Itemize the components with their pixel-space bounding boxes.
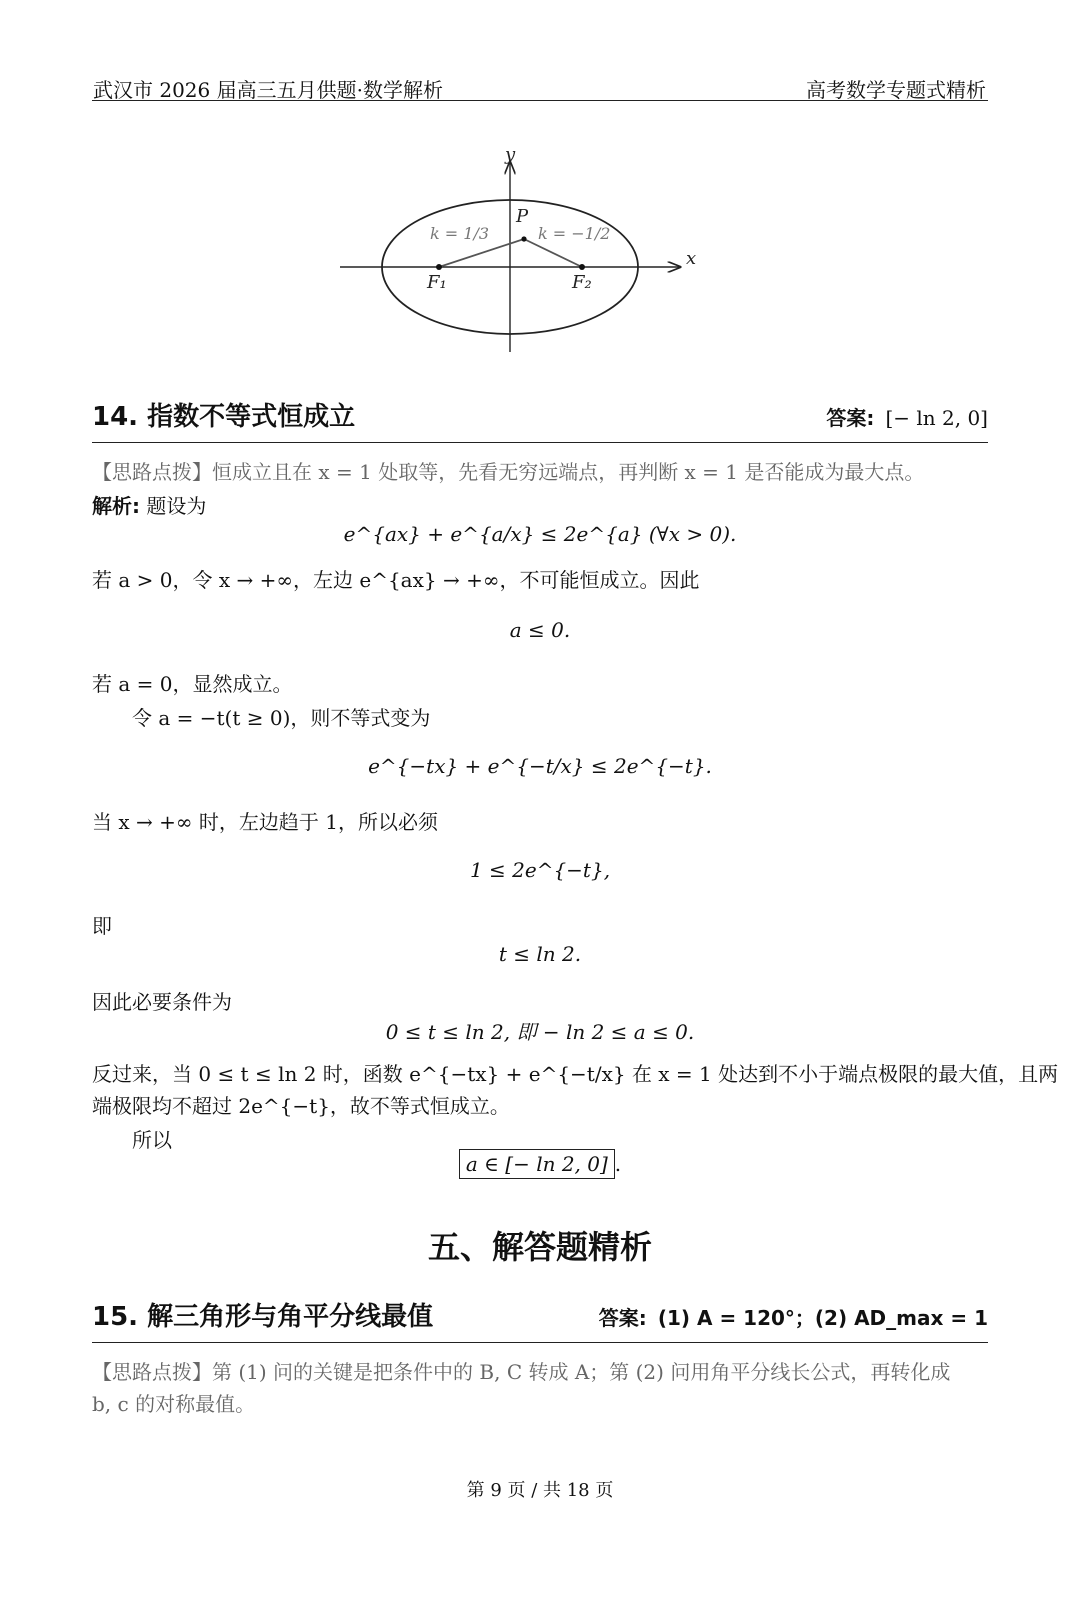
label-f1: F₁ [427, 272, 447, 293]
q14-line2: 若 a > 0，令 x → +∞，左边 e^{ax} → +∞，不可能恒成立。因此 [92, 568, 700, 592]
q14-line6: 即 [92, 914, 112, 938]
q14-line8: 反过来，当 0 ≤ t ≤ ln 2 时，函数 e^{−tx} + e^{−t/x} 在 x = 1 处达到不小于端点极限的最大值，且两 [92, 1062, 1059, 1086]
segment-pf2 [524, 239, 582, 267]
page-footer: 第 9 页 / 共 18 页 [466, 1480, 614, 1501]
q14-eq4: 1 ≤ 2e^{−t}, [469, 858, 611, 882]
q15-hint-line2: b, c 的对称最值。 [92, 1392, 256, 1416]
segment-pf1 [439, 239, 524, 267]
slope-left-label: k = 1/3 [430, 224, 490, 243]
q15-hint-line1: 【思路点拨】第 (1) 问的关键是把条件中的 B, C 转成 A；第 (2) 问用角平分线长公式，再转化成 [92, 1360, 951, 1384]
q14-final-answer: a ∈ [− ln 2, 0] . [0, 1152, 1080, 1176]
point-f1 [436, 264, 442, 270]
q14-answer-label: 答案: [826, 406, 875, 430]
point-p [521, 236, 526, 241]
q14-solution-line [92, 490, 206, 519]
q14-eq2: a ≤ 0. [509, 618, 571, 642]
part5-title: 五、解答题精析 [427, 1228, 652, 1266]
q14-title: 14. 指数不等式恒成立 [92, 402, 356, 432]
slope-right-label: k = −1/2 [538, 224, 611, 243]
q15-rule [92, 1342, 988, 1343]
q14-line9: 端极限均不超过 2e^{−t}，故不等式恒成立。 [92, 1094, 510, 1118]
q14-eq3: e^{−tx} + e^{−t/x} ≤ 2e^{−t}. [368, 754, 712, 778]
q14-hint: 【思路点拨】恒成立且在 x = 1 处取等，先看无穷远端点，再判断 x = 1 是否能成为最大点。 [92, 460, 925, 484]
q14-line10: 所以 [132, 1128, 172, 1152]
q14-line5: 当 x → +∞ 时，左边趋于 1，所以必须 [92, 810, 438, 834]
ellipse-figure [330, 140, 710, 370]
q15-answer-label: 答案: [598, 1306, 647, 1330]
q14-rule [92, 442, 988, 443]
q14-line7: 因此必要条件为 [92, 990, 232, 1014]
q14-answer-value: [− ln 2, 0] [885, 406, 988, 430]
header-right: 高考数学专题式精析 [806, 78, 986, 102]
label-y: y [505, 144, 516, 165]
q14-boxed-answer: a ∈ [− ln 2, 0] [459, 1149, 615, 1179]
label-f2: F₂ [572, 272, 592, 293]
label-p: P [516, 206, 529, 227]
label-x: x [686, 248, 697, 269]
q15-answer-value: (1) A = 120°；(2) AD_max = 1 [657, 1306, 988, 1330]
q14-line4: 令 a = −t(t ≥ 0)，则不等式变为 [132, 706, 431, 730]
q14-eq1: e^{ax} + e^{a/x} ≤ 2e^{a} (∀x > 0). [343, 522, 737, 546]
q14-line3: 若 a = 0，显然成立。 [92, 672, 293, 696]
header-rule [92, 100, 988, 101]
q14-solution-intro: 题设为 [146, 494, 207, 518]
q14-answer [826, 402, 988, 431]
q15-answer [599, 1302, 988, 1331]
q15-title: 15. 解三角形与角平分线最值 [92, 1302, 434, 1332]
q14-solution-label: 解析: [92, 494, 140, 518]
header-left: 武汉市 2026 届高三五月供题·数学解析 [93, 78, 443, 102]
q14-eq6: 0 ≤ t ≤ ln 2, 即 − ln 2 ≤ a ≤ 0. [385, 1020, 695, 1044]
q14-eq5: t ≤ ln 2. [498, 942, 582, 966]
point-f2 [579, 264, 585, 270]
